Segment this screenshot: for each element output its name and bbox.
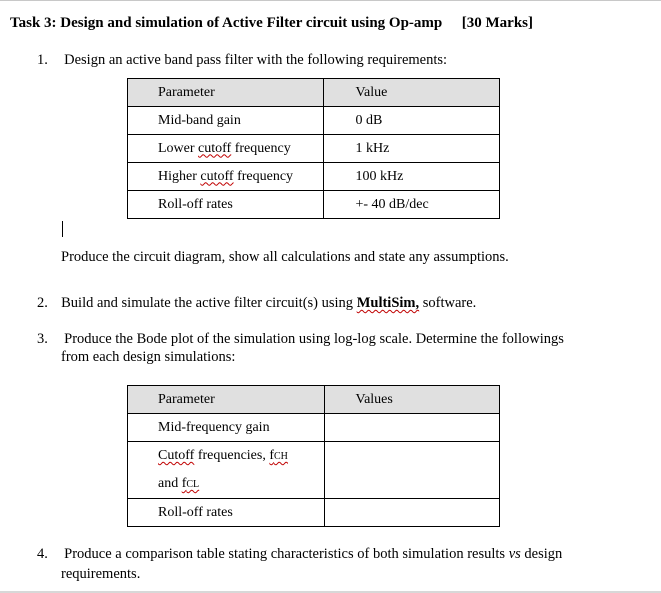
item-3-line-2: from each design simulations: <box>61 349 236 365</box>
item-2: 2. Build and simulate the active filter circuit(s) using MultiSim, software. <box>37 295 477 311</box>
table-row <box>128 107 500 135</box>
item-1-number: 1. <box>37 52 48 68</box>
row-value: 0 dB <box>324 107 500 135</box>
table-row <box>128 414 500 442</box>
item-1-note: Produce the circuit diagram, show all calculations and state any assumptions. <box>61 249 509 265</box>
row-parameter: Mid-frequency gain <box>128 414 325 442</box>
results-table-header <box>128 386 500 414</box>
header-parameter: Parameter <box>128 386 325 414</box>
item-4-number: 4. <box>37 546 48 562</box>
row-parameter: Roll-off rates <box>128 499 325 527</box>
table-row <box>128 499 500 527</box>
row-value: 100 kHz <box>324 163 500 191</box>
item-2-text: Build and simulate the active filter circuit(s) using <box>61 295 357 311</box>
row-parameter: Roll-off rates <box>128 191 324 219</box>
item-4-line-1: Produce a comparison table stating characteristics of both simulation results <box>64 546 509 562</box>
page-top-border <box>0 0 661 1</box>
requirements-table <box>127 78 500 219</box>
table-row <box>128 163 500 191</box>
task-marks: [30 Marks] <box>461 15 534 31</box>
item-2-number: 2. <box>37 295 48 311</box>
software-name: MultiSim, <box>356 295 420 311</box>
table-row <box>128 135 500 163</box>
results-table <box>127 385 500 527</box>
item-3 <box>37 331 564 348</box>
row-value: +- 40 dB/dec <box>324 191 500 219</box>
task-title-text: Task 3: Design and simulation of Active Filter circuit using Op-amp <box>10 15 443 31</box>
table-row <box>128 442 500 499</box>
item-3-line-1: Produce the Bode plot of the simulation using log-log scale. Determine the followings <box>64 331 564 347</box>
item-1-text: Design an active band pass filter with the following requirements: <box>64 52 448 68</box>
item-4-line-2: requirements. <box>61 566 141 582</box>
row-value: 1 kHz <box>324 135 500 163</box>
item-3-number: 3. <box>37 331 48 347</box>
item-4: 4. Produce a comparison table stating characteristics of both simulation results vs design <box>37 546 563 562</box>
task-title <box>10 15 533 32</box>
row-value-empty[interactable] <box>324 442 499 499</box>
requirements-table-header <box>128 79 500 107</box>
header-parameter: Parameter <box>128 79 324 107</box>
header-values: Values <box>324 386 499 414</box>
row-parameter: Mid-band gain <box>128 107 324 135</box>
header-value: Value <box>324 79 500 107</box>
text-cursor <box>62 221 63 237</box>
row-value-empty[interactable] <box>324 414 499 442</box>
item-1 <box>37 52 447 69</box>
row-parameter: Higher cutoff frequency <box>128 163 324 191</box>
row-parameter: Cutoff frequencies, fCH and fCL <box>128 442 325 499</box>
table-row <box>128 191 500 219</box>
row-value-empty[interactable] <box>324 499 499 527</box>
row-parameter: Lower cutoff frequency <box>128 135 324 163</box>
